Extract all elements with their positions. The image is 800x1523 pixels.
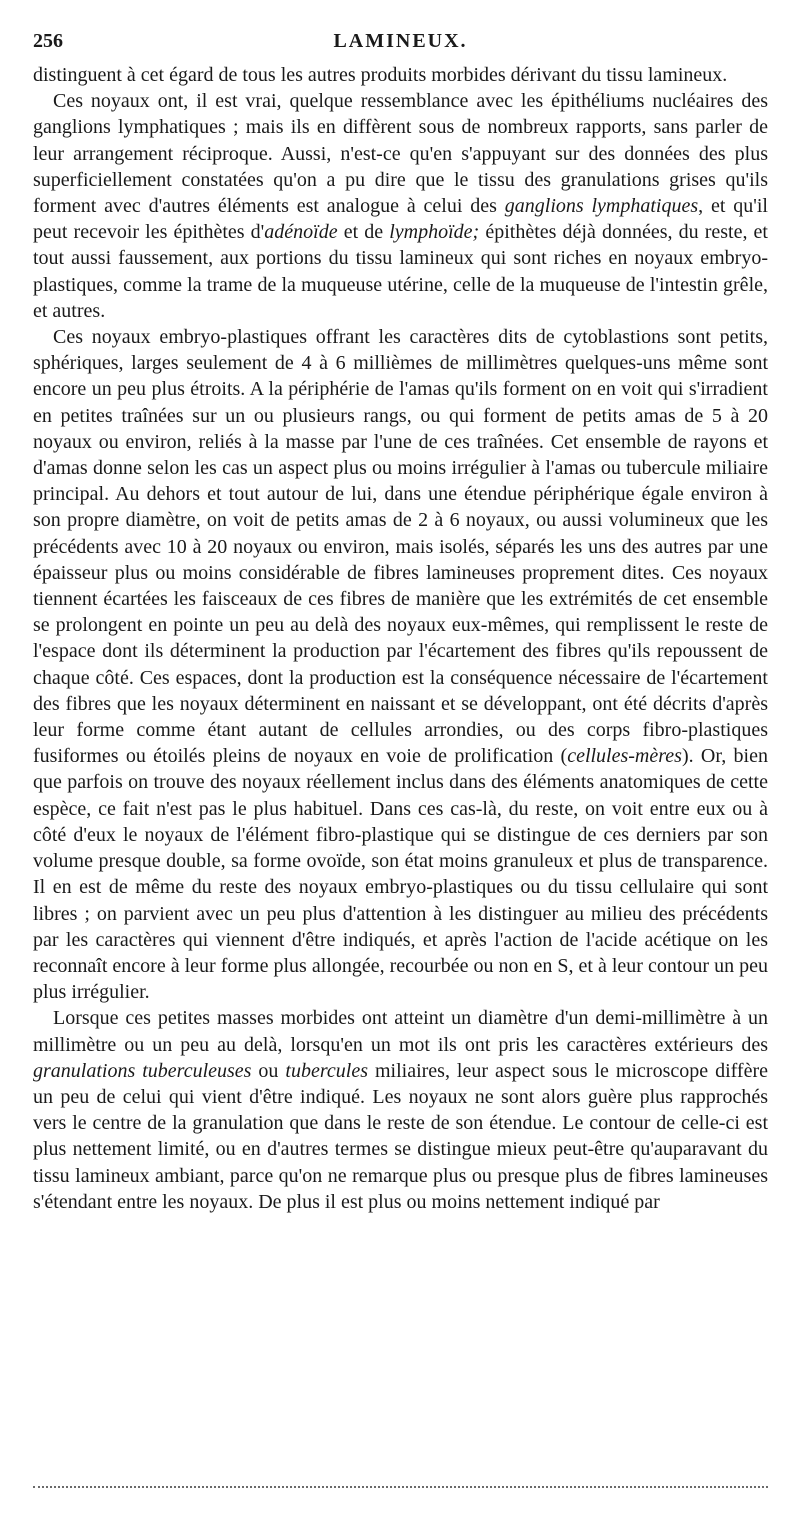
italic-term: ganglions lymphatiques bbox=[504, 195, 699, 218]
paragraph bbox=[33, 62, 768, 88]
paragraph bbox=[33, 1005, 768, 1215]
page-header bbox=[33, 30, 768, 56]
text-run: épithètes déjà données, du reste, et tout aussi faussement, aux portions du tissu lamineux qui sont riches en noyaux embryo-plastiques, comme la trame de la muqueuse utérine, celle de la muqueuse de l'intestin grêle, et autres. bbox=[33, 221, 768, 322]
italic-term: lymphoïde; bbox=[389, 221, 480, 244]
text-run: Ces noyaux embryo-plastiques offrant les caractères dits de cytoblastions sont petits, sphériques, larges seulement de 4 à 6 millièmes de millimètres quelques-uns même sont encore un peu plus étroits. A la périphérie de l'amas qu'ils forment on en voit qui s'irradient en petites traînées sur un ou plusieurs rangs, ou qui forment de petits amas de 5 à 20 noyaux ou environ, reliés à la masse par l'une de ces traînées. Cet ensemble de rayons et d'amas donne selon les cas un aspect plus ou moins irrégulier à l'amas ou tubercule miliaire principal. Au dehors et tout autour de lui, dans une étendue périphérique égale environ à son propre diamètre, on voit de petits amas de 2 à 6 noyaux, ou aussi volumineux que les précédents avec 10 à 20 noyaux ou environ, mais isolés, séparés les uns des autres par une épaisseur plus ou moins considérable de fibres lamineuses proprement dites. Ces noyaux tiennent écartées les faisceaux de ces fibres de manière que les extrémités de cet ensemble se prolongent en pointe un peu au delà des noyaux eux-mêmes, qui remplissent le reste de l'espace dont ils déterminent la production par l'écartement des fibres qu'ils repoussent de chaque côté. Ces espaces, dont la production est la conséquence nécessaire de l'écartement des fibres que les noyaux déterminent en naissant et se développant, ont été décrits d'après leur forme comme étant autant de cellules arrondies, ou des corps fibro-plastiques fusiformes ou étoilés pleins de noyaux en voie de prolification ( bbox=[33, 326, 768, 768]
text-run: et de bbox=[337, 221, 390, 244]
italic-term: granulations tuberculeuses bbox=[33, 1059, 252, 1082]
paragraph bbox=[33, 324, 768, 1005]
footer-dotted-rule bbox=[33, 1486, 768, 1488]
running-head: LAMINEUX. bbox=[333, 30, 468, 52]
text-run: , et qu'il peut recevoir les épithètes d' bbox=[33, 195, 768, 244]
text-run: ). Or, bien que parfois on trouve des noyaux réellement inclus dans des éléments anatomiques de cette espèce, ce fait n'est pas le plus habituel. Dans ces cas-là, du reste, on voit entre eux ou à côté d'eux le noyaux de l'élément fibro-plastique qui se distingue de ces derniers par son volume presque double, sa forme ovoïde, son état moins granuleux et plus de transparence. Il en est de même du reste des noyaux embryo-plastiques ou du tissu cellulaire qui sont libres ; on parvient avec un peu plus d'attention à les distinguer au milieu des précédents par les caractères qui viennent d'être indiqués, et après l'action de l'acide acétique on les reconnaît encore à leur forme plus allongée, recourbée ou non en S, et à leur contour un peu plus irrégulier. bbox=[33, 745, 768, 1004]
text-run: ou bbox=[251, 1059, 286, 1082]
text-run: distinguent à cet égard de tous les autres produits morbides dérivant du tissu lamineux. bbox=[33, 64, 728, 86]
italic-term: tubercules bbox=[285, 1059, 368, 1082]
body-text bbox=[33, 62, 768, 1215]
paragraph bbox=[33, 88, 768, 324]
text-run: Lorsque ces petites masses morbides ont atteint un diamètre d'un demi-millimètre à un millimètre ou un peu au delà, lorsqu'en un mot ils ont pris les caractères extérieurs des bbox=[33, 1007, 768, 1056]
italic-term: adénoïde bbox=[264, 221, 338, 244]
italic-term: cellules-mères bbox=[567, 745, 682, 768]
text-run: miliaires, leur aspect sous le microscope diffère un peu de celui qui vient d'être indiqué. Les noyaux ne sont alors guère plus rapprochés vers le centre de la granulation que dans le reste de son étendue. Le contour de celle-ci est plus nettement limité, ou en d'autres termes se distingue mieux peut-être qu'auparavant du tissu lamineux ambiant, parce qu'on ne remarque plus ou presque plus de fibres lamineuses s'étendant entre les noyaux. De plus il est plus ou moins nettement indiqué par bbox=[33, 1059, 769, 1213]
page-number: 256 bbox=[33, 30, 63, 52]
text-run: Ces noyaux ont, il est vrai, quelque ressemblance avec les épithéliums nucléaires des ganglions lymphatiques ; mais ils en diffèrent sous de nombreux rapports, sans parler de leur arrangement réciproque. Aussi, n'est-ce qu'en s'appuyant sur des données des plus superficiellement constatées qu'on a pu dire que le tissu des granulations grises qu'ils forment avec d'autres éléments est analogue à celui des bbox=[33, 90, 768, 218]
